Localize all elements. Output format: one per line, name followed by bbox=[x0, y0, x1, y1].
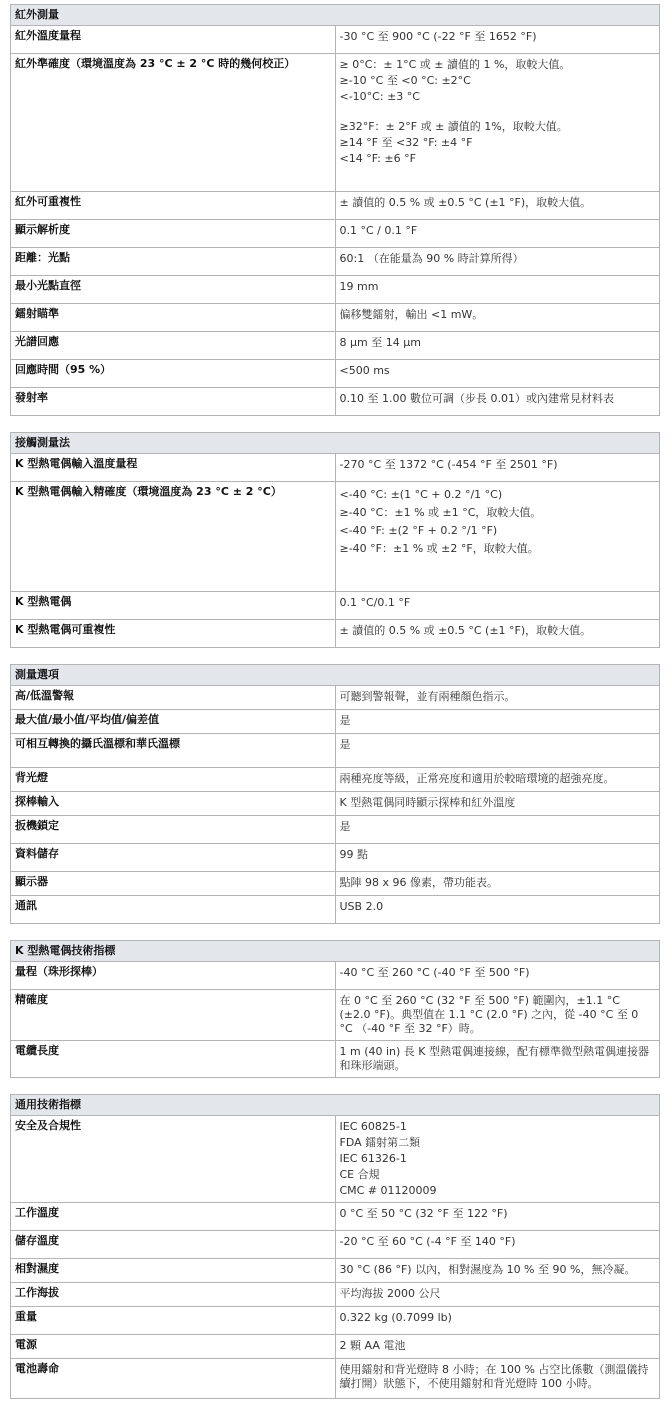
spec-value-line: CE 合規 bbox=[339, 1168, 380, 1181]
spec-value-line: 19 mm bbox=[339, 280, 379, 293]
spec-value-line: -20 °C 至 60 °C (-4 °F 至 140 °F) bbox=[339, 1235, 516, 1248]
spec-row bbox=[11, 1231, 660, 1259]
spec-value bbox=[335, 454, 660, 482]
spec-value-line: IEC 61326-1 bbox=[339, 1152, 407, 1165]
spec-value bbox=[335, 734, 660, 768]
spec-value-line: 99 點 bbox=[339, 848, 368, 861]
spec-value-line: 是 bbox=[339, 714, 351, 727]
spec-label: 紅外準確度（環境溫度為 23 °C ± 2 °C 時的幾何校正） bbox=[11, 54, 336, 192]
section-header-row bbox=[11, 941, 660, 962]
spec-value bbox=[335, 1307, 660, 1335]
spec-row bbox=[11, 360, 660, 388]
spec-value-line: ≥-40 °F：±1 % 或 ±2 °F，取較大值。 bbox=[339, 542, 539, 555]
spec-label: 工作溫度 bbox=[11, 1203, 336, 1231]
spec-label: 電池壽命 bbox=[11, 1359, 336, 1399]
spec-label: 發射率 bbox=[11, 388, 336, 416]
spec-value-line: 偏移雙鐳射，輸出 <1 mW。 bbox=[339, 308, 484, 321]
spec-value bbox=[335, 220, 660, 248]
spec-value bbox=[335, 768, 660, 792]
section-header-row bbox=[11, 665, 660, 686]
spec-value bbox=[335, 360, 660, 388]
spec-row bbox=[11, 768, 660, 792]
spec-label: 扳機鎖定 bbox=[11, 816, 336, 844]
spec-row bbox=[11, 1259, 660, 1283]
section-title: 接觸測量法 bbox=[11, 433, 660, 454]
spec-row bbox=[11, 896, 660, 924]
spec-value bbox=[335, 1259, 660, 1283]
spec-row bbox=[11, 620, 660, 648]
spec-row bbox=[11, 962, 660, 990]
spec-value-line: IEC 60825-1 bbox=[339, 1120, 407, 1133]
spec-row bbox=[11, 482, 660, 592]
spec-value-line: FDA 鐳射第二類 bbox=[339, 1136, 421, 1149]
spec-value bbox=[335, 54, 660, 192]
spec-value bbox=[335, 990, 660, 1041]
spec-row bbox=[11, 1307, 660, 1335]
spec-value-line: -40 °C 至 260 °C (-40 °F 至 500 °F) bbox=[339, 966, 530, 979]
spec-row bbox=[11, 220, 660, 248]
spec-label: 最小光點直徑 bbox=[11, 276, 336, 304]
spec-value bbox=[335, 482, 660, 592]
spec-label: 資料儲存 bbox=[11, 844, 336, 872]
spec-section-table bbox=[10, 432, 660, 648]
spec-value bbox=[335, 816, 660, 844]
spec-label: K 型熱電偶輸入精確度（環境溫度為 23 °C ± 2 °C） bbox=[11, 482, 336, 592]
section-title: 紅外測量 bbox=[11, 5, 660, 26]
spec-label: 最大值/最小值/平均值/偏差值 bbox=[11, 710, 336, 734]
spec-label: K 型熱電偶可重複性 bbox=[11, 620, 336, 648]
spec-row bbox=[11, 248, 660, 276]
spec-value bbox=[335, 1231, 660, 1259]
spec-value bbox=[335, 388, 660, 416]
spec-label: K 型熱電偶輸入溫度量程 bbox=[11, 454, 336, 482]
spec-sheet bbox=[10, 4, 660, 1415]
spec-row bbox=[11, 54, 660, 192]
spec-value bbox=[335, 1335, 660, 1359]
spec-value bbox=[335, 710, 660, 734]
spec-row bbox=[11, 454, 660, 482]
spec-value-line: 點陣 98 x 96 像素，帶功能表。 bbox=[339, 876, 498, 889]
spec-value-line: ≥14 °F 至 <32 °F: ±4 °F bbox=[339, 136, 473, 149]
spec-section-table bbox=[10, 1094, 660, 1399]
spec-value-line: -270 °C 至 1372 °C (-454 °F 至 2501 °F) bbox=[339, 458, 558, 471]
spec-section-table bbox=[10, 940, 660, 1078]
spec-value-line: CMC # 01120009 bbox=[339, 1184, 437, 1197]
spec-row bbox=[11, 276, 660, 304]
spec-label: 可相互轉換的攝氏溫標和華氏溫標 bbox=[11, 734, 336, 768]
spec-row bbox=[11, 1041, 660, 1078]
spec-label: 背光燈 bbox=[11, 768, 336, 792]
spec-value-line: -30 °C 至 900 °C (-22 °F 至 1652 °F) bbox=[339, 30, 537, 43]
spec-value bbox=[335, 192, 660, 220]
spec-row bbox=[11, 304, 660, 332]
spec-value bbox=[335, 1203, 660, 1231]
spec-value-line: <14 °F: ±6 °F bbox=[339, 152, 416, 165]
spec-value bbox=[335, 1041, 660, 1078]
spec-value bbox=[335, 276, 660, 304]
spec-value-line: ≥-40 °C：±1 % 或 ±1 °C，取較大值。 bbox=[339, 506, 542, 519]
section-title: 測量選項 bbox=[11, 665, 660, 686]
spec-value-line: 平均海拔 2000 公尺 bbox=[339, 1287, 441, 1300]
spec-row bbox=[11, 1283, 660, 1307]
spec-value bbox=[335, 592, 660, 620]
spec-value-line: 0.1 °C/0.1 °F bbox=[339, 596, 411, 609]
spec-value-line: <-40 °F: ±(2 °F + 0.2 °/1 °F) bbox=[339, 524, 498, 537]
spec-label: 安全及合規性 bbox=[11, 1116, 336, 1203]
spec-value bbox=[335, 844, 660, 872]
spec-value bbox=[335, 248, 660, 276]
spec-label: 相對濕度 bbox=[11, 1259, 336, 1283]
spec-value-line: <-40 °C: ±(1 °C + 0.2 °/1 °C) bbox=[339, 488, 503, 501]
spec-label: 儲存溫度 bbox=[11, 1231, 336, 1259]
section-title: K 型熱電偶技術指標 bbox=[11, 941, 660, 962]
spec-label: 高/低溫警報 bbox=[11, 686, 336, 710]
spec-value-line: ≥ 0°C：± 1°C 或 ± 讀值的 1 %，取較大值。 bbox=[339, 58, 571, 71]
spec-label: 工作海拔 bbox=[11, 1283, 336, 1307]
spec-row bbox=[11, 332, 660, 360]
spec-value-line: 1 m (40 in) 長 K 型熱電偶連接線，配有標準微型熱電偶連接器和珠形端頭。 bbox=[339, 1045, 650, 1072]
spec-value-line: 0.10 至 1.00 數位可調（步長 0.01）或內建常見材料表 bbox=[339, 392, 614, 405]
spec-row bbox=[11, 872, 660, 896]
spec-value bbox=[335, 26, 660, 54]
spec-value-line: 0 °C 至 50 °C (32 °F 至 122 °F) bbox=[339, 1207, 508, 1220]
spec-value-line: 30 °C (86 °F) 以內，相對濕度為 10 % 至 90 %，無冷凝。 bbox=[339, 1263, 636, 1276]
spec-row bbox=[11, 592, 660, 620]
spec-value-line: ≥32°F：± 2°F 或 ± 讀值的 1%，取較大值。 bbox=[339, 120, 568, 133]
spec-label: K 型熱電偶 bbox=[11, 592, 336, 620]
section-header-row bbox=[11, 433, 660, 454]
spec-label: 電源 bbox=[11, 1335, 336, 1359]
spec-row bbox=[11, 1335, 660, 1359]
spec-label: 探棒輸入 bbox=[11, 792, 336, 816]
spec-label: 量程（珠形探棒） bbox=[11, 962, 336, 990]
spec-label: 顯示解析度 bbox=[11, 220, 336, 248]
spec-label: 紅外溫度量程 bbox=[11, 26, 336, 54]
spec-section-table bbox=[10, 664, 660, 924]
spec-value-line: 8 μm 至 14 μm bbox=[339, 336, 421, 349]
spec-value-line: 60:1 （在能量為 90 % 時計算所得） bbox=[339, 252, 524, 265]
spec-value bbox=[335, 896, 660, 924]
spec-row bbox=[11, 734, 660, 768]
spec-value-line: 2 顆 AA 電池 bbox=[339, 1339, 406, 1352]
spec-value bbox=[335, 1283, 660, 1307]
spec-value bbox=[335, 686, 660, 710]
spec-value-line: ≥-10 °C 至 <0 °C: ±2°C bbox=[339, 74, 471, 87]
spec-value-line: USB 2.0 bbox=[339, 900, 384, 913]
spec-label: 紅外可重複性 bbox=[11, 192, 336, 220]
spec-label: 距離：光點 bbox=[11, 248, 336, 276]
spec-label: 顯示器 bbox=[11, 872, 336, 896]
section-header-row bbox=[11, 1095, 660, 1116]
spec-label: 回應時間（95 %） bbox=[11, 360, 336, 388]
spec-value-line: 是 bbox=[339, 738, 351, 751]
spec-value bbox=[335, 304, 660, 332]
spec-value-line: 兩種亮度等級，正常亮度和適用於較暗環境的超強亮度。 bbox=[339, 772, 615, 785]
spec-label: 光譜回應 bbox=[11, 332, 336, 360]
spec-value bbox=[335, 792, 660, 816]
section-title: 通用技術指標 bbox=[11, 1095, 660, 1116]
spec-row bbox=[11, 1116, 660, 1203]
spec-row bbox=[11, 710, 660, 734]
spec-row bbox=[11, 1359, 660, 1399]
spec-row bbox=[11, 192, 660, 220]
spec-value-line: 是 bbox=[339, 820, 351, 833]
spec-row bbox=[11, 990, 660, 1041]
spec-label: 電纜長度 bbox=[11, 1041, 336, 1078]
spec-value bbox=[335, 332, 660, 360]
spec-value-line: ± 讀值的 0.5 % 或 ±0.5 °C (±1 °F)，取較大值。 bbox=[339, 624, 592, 637]
spec-row bbox=[11, 686, 660, 710]
spec-row bbox=[11, 844, 660, 872]
spec-value-line: ± 讀值的 0.5 % 或 ±0.5 °C (±1 °F)，取較大值。 bbox=[339, 196, 592, 209]
section-header-row bbox=[11, 5, 660, 26]
spec-label: 鐳射瞄準 bbox=[11, 304, 336, 332]
spec-value-line: 0.322 kg (0.7099 lb) bbox=[339, 1311, 452, 1324]
spec-section-table bbox=[10, 4, 660, 416]
spec-value bbox=[335, 1359, 660, 1399]
spec-value-line: 使用鐳射和背光燈時 8 小時；在 100 % 占空比係數（測溫儀持續打開）狀態下，不使用鐳射和背光燈時 100 小時。 bbox=[339, 1363, 649, 1390]
spec-row bbox=[11, 1203, 660, 1231]
spec-row bbox=[11, 792, 660, 816]
spec-row bbox=[11, 816, 660, 844]
spec-value-line: <-10°C: ±3 °C bbox=[339, 90, 420, 103]
spec-label: 重量 bbox=[11, 1307, 336, 1335]
spec-value-line: 0.1 °C / 0.1 °F bbox=[339, 224, 418, 237]
spec-value bbox=[335, 962, 660, 990]
spec-value-line: K 型熱電偶同時顯示探棒和紅外溫度 bbox=[339, 796, 516, 809]
spec-row bbox=[11, 26, 660, 54]
spec-value-line: 在 0 °C 至 260 °C (32 °F 至 500 °F) 範圍內，±1.1 °C (±2.0 °F)。典型值在 1.1 °C (2.0 °F) 之內，從 -40 °C 至 0 °C （-40 °F 至 32 °F）時。 bbox=[339, 994, 639, 1035]
spec-value-line: <500 ms bbox=[339, 364, 390, 377]
spec-label: 通訊 bbox=[11, 896, 336, 924]
spec-row bbox=[11, 388, 660, 416]
spec-value bbox=[335, 1116, 660, 1203]
spec-value bbox=[335, 872, 660, 896]
spec-label: 精確度 bbox=[11, 990, 336, 1041]
spec-value bbox=[335, 620, 660, 648]
spec-value-line: 可聽到警報聲，並有兩種顏色指示。 bbox=[339, 690, 516, 703]
